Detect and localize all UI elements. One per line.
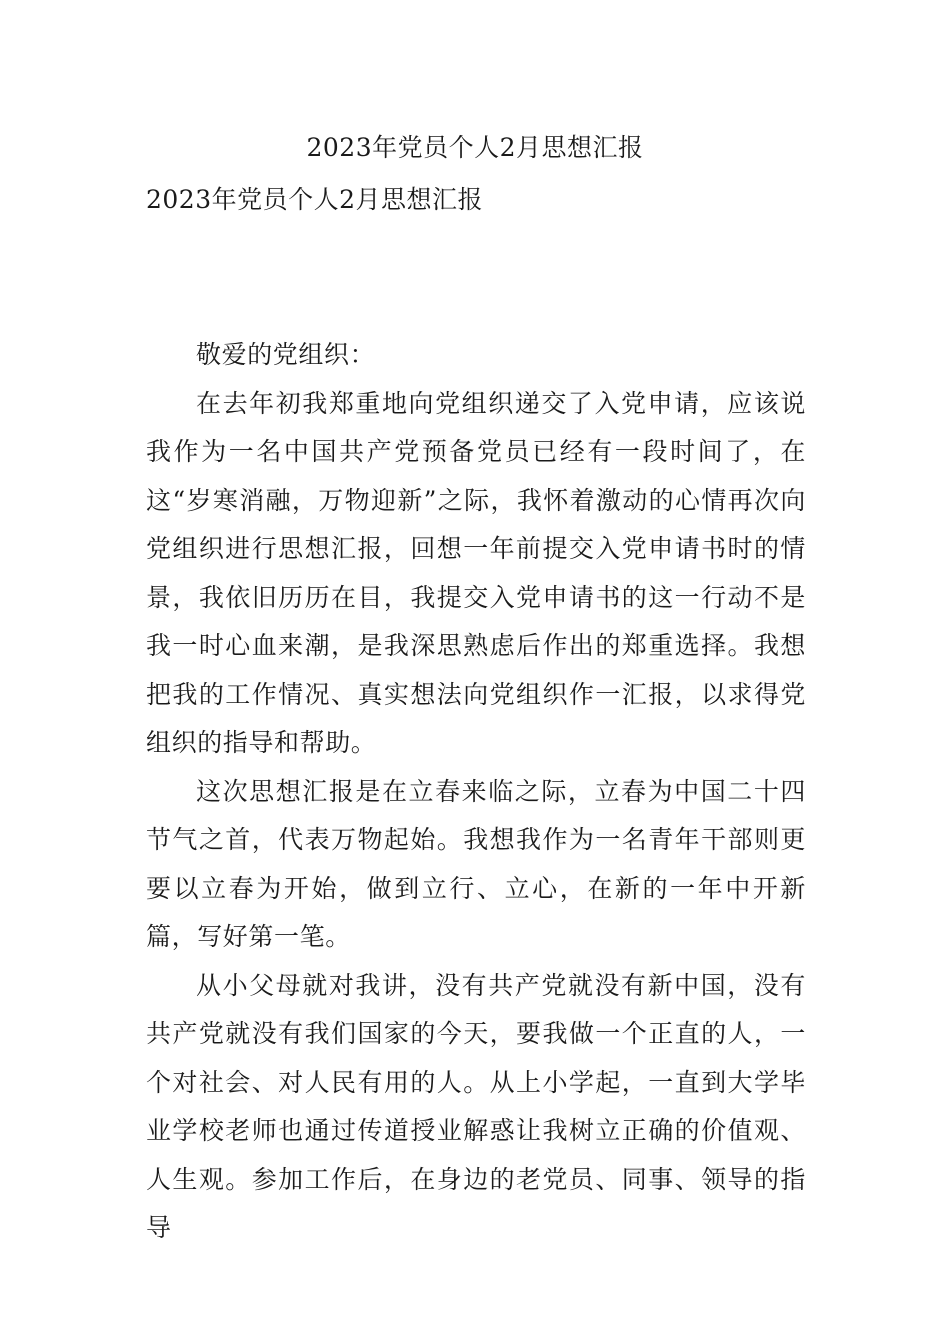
paragraph: 这次思想汇报是在立春来临之际，立春为中国二十四节气之首，代表万物起始。我想我作为一名青年干部则更要以立春为开始，做到立行、立心，在新的一年中开新篇，写好第一笔。 — [146, 776, 806, 951]
document-subtitle: 2023年党员个人2月思想汇报 — [146, 185, 484, 214]
paragraph: 在去年初我郑重地向党组织递交了入党申请，应该说我作为一名中国共产党预备党员已经有一段时间了，在这“岁寒消融，万物迎新”之际，我怀着激动的心情再次向党组织进行思想汇报，回想一年前提交入党申请书时的情景，我依旧历历在目，我提交入党申请书的这一行动不是我一时心血来潮，是我深思熟虑后作出的郑重选择。我想把我的工作情况、真实想法向党组织作一汇报，以求得党组织的指导和帮助。 — [146, 388, 806, 757]
document-body — [146, 331, 806, 1253]
salutation: 敬爱的党组织： — [196, 340, 376, 369]
document-title: 2023年党员个人2月思想汇报 — [306, 133, 644, 162]
paragraph: 从小父母就对我讲，没有共产党就没有新中国，没有共产党就没有我们国家的今天，要我做一个正直的人，一个对社会、对人民有用的人。从上小学起，一直到大学毕业学校老师也通过传道授业解惑让我树立正确的价值观、人生观。参加工作后，在身边的老党员、同事、领导的指导 — [146, 970, 806, 1242]
